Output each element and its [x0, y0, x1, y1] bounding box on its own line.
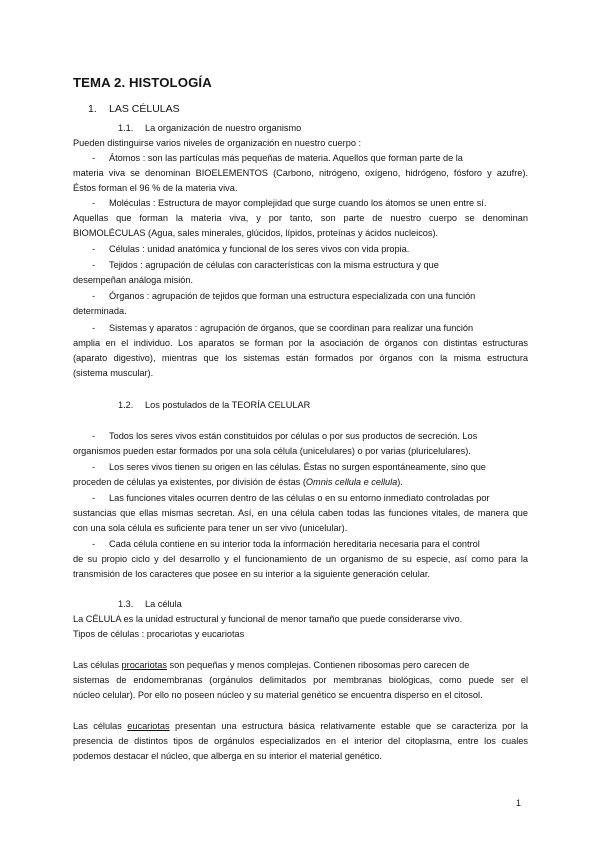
bullet-dash: - — [92, 291, 96, 301]
bullet-text: Átomos : son las partículas más pequeñas de materia. Aquellos que forman parte de la — [109, 153, 463, 163]
paragraph-line: Éstos forman el 96 % de la materia viva. — [73, 183, 238, 193]
paragraph-line: presencia de distintos tipos de orgánulos especializados en el interior del citoplasma, entre los cuales — [73, 736, 528, 746]
bullet-text: Todos los seres vivos están constituidos por células o por sus productos de secreción. Los — [109, 431, 478, 441]
paragraph-line: Pueden distinguirse varios niveles de organización en nuestro cuerpo : — [73, 138, 362, 148]
subsection-heading: La organización de nuestro organismo — [145, 123, 302, 133]
text-run: Las células — [73, 660, 122, 670]
bullet-dash: - — [92, 244, 96, 254]
paragraph-line: organismos pueden estar formados por una sola célula (unicelulares) o por varias (pluricelulares). — [73, 446, 471, 456]
underlined-term: eucariotas — [127, 721, 170, 731]
underlined-term: procariotas — [121, 660, 167, 670]
bullet-dash: - — [92, 153, 96, 163]
page-number: 1 — [516, 798, 522, 808]
subsection-heading: La célula — [145, 599, 182, 609]
paragraph-line — [73, 720, 528, 732]
paragraph-line: transmisión de los caracteres que posee en su interior a la siguiente generación celular. — [73, 569, 430, 579]
paragraph-line: podemos destacar el núcleo, que alberga en su interior el material genético. — [73, 751, 382, 761]
bullet-text: Órganos : agrupación de tejidos que forman una estructura especializada con una función — [109, 291, 476, 301]
bullet-dash: - — [92, 260, 96, 270]
bullet-text: Las funciones vitales ocurren dentro de las células o en su entorno inmediato controladas por — [109, 493, 490, 503]
subsection-number: 1.1. — [118, 123, 134, 133]
paragraph-line: amplia en el individuo. Los aparatos se forman por la asociación de órganos con distintas estructuras — [73, 338, 528, 348]
bullet-dash: - — [92, 462, 96, 472]
paragraph-line: determinada. — [73, 306, 127, 316]
paragraph-line: (aparato digestivo), mientras que los sistemas están formados por órganos con la misma estructura — [73, 353, 528, 363]
paragraph-line: Aquellas que forman la materia viva, y por tanto, son parte de nuestro cuerpo se denominan — [73, 213, 528, 223]
bullet-text: Cada célula contiene en su interior toda la información hereditaria necesaria para el control — [109, 539, 480, 549]
text-run: Las células — [73, 721, 128, 731]
paragraph-line: de su propio ciclo y del desarrollo y el funcionamiento de un organismo de su especie, así como para la — [73, 554, 528, 564]
bullet-text: Sistemas y aparatos : agrupación de órganos, que se coordinan para realizar una función — [109, 323, 474, 333]
page-title: TEMA 2. HISTOLOGÍA — [73, 75, 212, 90]
paragraph-line: sustancias que ellas mismas secretan. Así, en una célula caben todas las funciones vitales, de manera que — [73, 508, 528, 518]
paragraph-line: núcleo celular). Por ello no poseen núcleo y su material genético se encuentra disperso en el citosol. — [73, 690, 483, 700]
text-run: ). — [397, 477, 403, 487]
bullet-text: Moléculas : Estructura de mayor complejidad que surge cuando los átomos se unen entre sí. — [109, 198, 487, 208]
paragraph-line: (sistema muscular). — [73, 368, 154, 378]
bullet-dash: - — [92, 323, 96, 333]
bullet-dash: - — [92, 431, 96, 441]
paragraph-line: desempeñan análoga misión. — [73, 275, 194, 285]
bullet-dash: - — [92, 493, 96, 503]
latin-phrase: Omnis cellula e cellula — [305, 477, 398, 487]
bullet-dash: - — [92, 198, 96, 208]
paragraph-line: BIOMOLÉCULAS (Agua, sales minerales, glúcidos, lípidos, proteínas y ácidos nucleicos). — [73, 228, 439, 238]
subsection-number: 1.2. — [118, 400, 134, 410]
subsection-number: 1.3. — [118, 599, 134, 609]
subsection-heading: Los postulados de la TEORÍA CELULAR — [145, 400, 311, 410]
bullet-text: Tejidos : agrupación de células con características con la misma estructura y que — [109, 260, 439, 270]
paragraph-line: con una sola célula es suficiente para tener un ser vivo (unicelular). — [73, 523, 348, 533]
paragraph-line: Tipos de células : procariotas y eucariotas — [73, 629, 245, 639]
bullet-dash: - — [92, 539, 96, 549]
paragraph-line — [73, 659, 528, 671]
paragraph-line: La CÉLULA es la unidad estructural y funcional de menor tamaño que puede considerarse vivo. — [73, 614, 463, 624]
bullet-text: Células : unidad anatómica y funcional de los seres vivos con vida propia. — [109, 244, 410, 254]
text-run: presentan una estructura básica relativamente estable que se caracteriza por la — [169, 721, 528, 731]
text-run: son pequeñas y menos complejas. Contienen ribosomas pero carecen de — [166, 660, 470, 670]
text-run: proceden de células ya existentes, por división de éstas ( — [73, 477, 306, 487]
paragraph-line: materia viva se denominan BIOELEMENTOS (Carbono, nitrógeno, oxígeno, hidrógeno, fósforo y azufre). — [73, 168, 528, 178]
paragraph-line: sistemas de endomembranas (orgánulos delimitados por membranas biológicas, como puede ser el — [73, 675, 528, 685]
section-heading: LAS CÉLULAS — [109, 103, 180, 115]
section-number: 1. — [88, 103, 97, 115]
paragraph-line — [73, 476, 528, 488]
bullet-text: Los seres vivos tienen su origen en las células. Éstas no surgen espontáneamente, sino que — [109, 462, 486, 472]
